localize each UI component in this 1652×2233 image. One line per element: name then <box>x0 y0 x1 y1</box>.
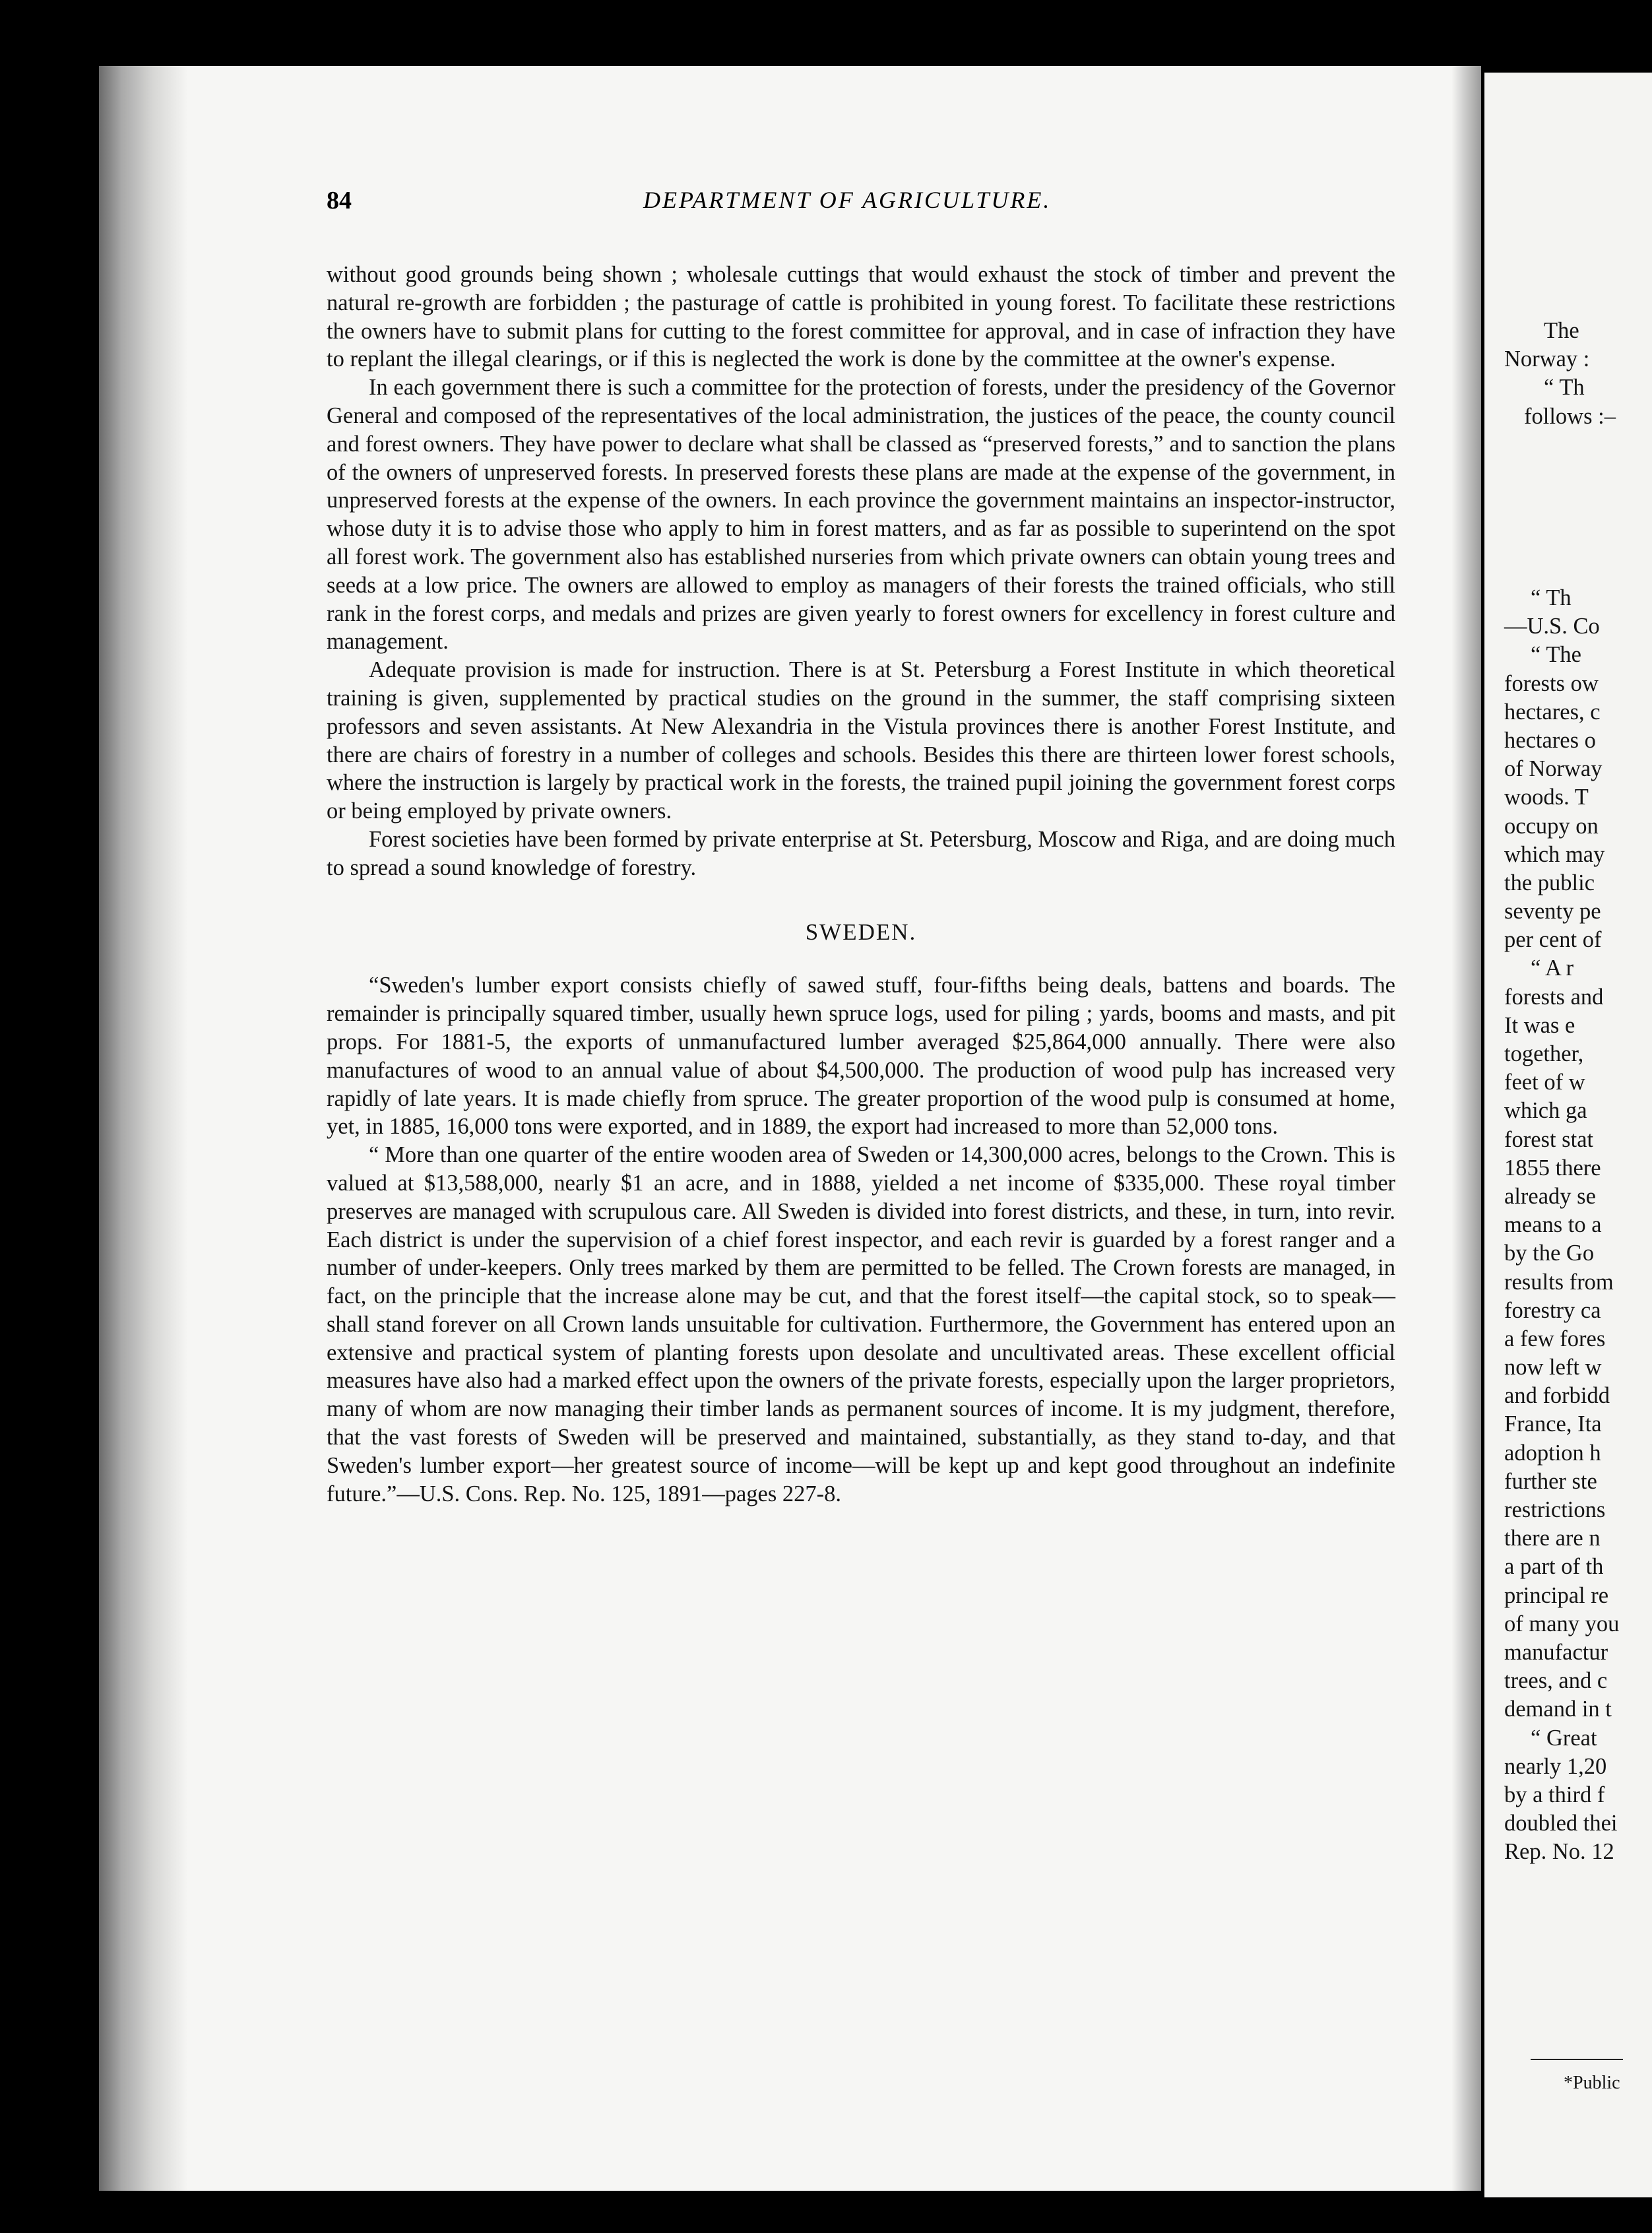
right-fragment-line: there are n <box>1504 1526 1601 1551</box>
running-head: DEPARTMENT OF AGRICULTURE. <box>643 187 1052 213</box>
right-fragment-line: demand in t <box>1504 1697 1612 1722</box>
right-fragment-line: Rep. No. 12 <box>1504 1839 1614 1865</box>
right-fragment-line: a part of th <box>1504 1554 1604 1580</box>
right-fragment-line: hectares, c <box>1504 699 1601 725</box>
right-fragment-line: which may <box>1504 841 1605 867</box>
right-fragment-line: results from <box>1504 1269 1614 1295</box>
right-fragment-line: woods. T <box>1504 785 1589 810</box>
body-text <box>327 261 1395 1508</box>
right-fragment-line: principal re <box>1504 1582 1609 1608</box>
page-edge-shadow <box>1451 66 1481 2191</box>
right-fragment-line: by a third f <box>1504 1782 1605 1807</box>
right-fragment-line: doubled thei <box>1504 1811 1618 1836</box>
right-fragment-line: now left w <box>1504 1355 1602 1380</box>
right-fragment-line: which ga <box>1504 1098 1587 1124</box>
right-fragment-line: Norway : <box>1504 346 1590 372</box>
right-fragment-line: forests ow <box>1504 670 1599 696</box>
gutter-shadow <box>99 66 188 2191</box>
right-fragment-line: feet of w <box>1504 1070 1585 1095</box>
right-fragment-line: “ Great <box>1531 1725 1597 1751</box>
right-fragment-group-2 <box>1504 584 1652 1866</box>
right-fragment-line: “ The <box>1531 642 1581 668</box>
right-fragment-line: manufactur <box>1504 1639 1608 1665</box>
right-fragment-group-1 <box>1504 317 1652 431</box>
right-fragment-line: adoption h <box>1504 1440 1601 1466</box>
right-fragment-line: “ Th <box>1544 375 1585 401</box>
right-fragment-line: of Norway <box>1504 756 1603 782</box>
right-fragment-line: seventy pe <box>1504 899 1601 924</box>
right-fragment-line: already se <box>1504 1183 1596 1209</box>
right-fragment-line: follows :– <box>1524 403 1616 429</box>
right-fragment-line: France, Ita <box>1504 1411 1602 1437</box>
right-fragment-line: It was e <box>1504 1012 1575 1038</box>
paragraph-instruction: Adequate provision is made for instruction. There is at St. Petersburg a Forest Institute in which theoretical training is given, supplemented by practical studies on the ground in the summer, the staff comprising sixteen professors and seven assistants. At New Alexandria in the Vistula provinces there is another Forest Institute, and there are chairs of forestry in a number of colleges and schools. Besides this there are thirteen lower forest schools, where the instruction is largely by practical work in the forests, the trained pupil joining the government forest corps or being employed by private owners. <box>327 657 1395 824</box>
right-fragment-line: nearly 1,20 <box>1504 1753 1607 1779</box>
paragraph-continued: without good grounds being shown ; wholesale cuttings that would exhaust the stock of timber and prevent the natural re-growth are forbidden ; the pasturage of cattle is prohibited in young forest. To facilitate these restrictions the owners have to submit plans for cutting to the forest committee for approval, and in case of infraction they have to replant the illegal clearings, or if this is neglected the work is done by the committee at the owner's expense. <box>327 262 1395 372</box>
paragraph-sweden-crown: “ More than one quarter of the entire wooden area of Sweden or 14,300,000 acres, belongs to the Crown. This is valued at $13,588,000, nearly $1 an acre, and in 1888, yielded a net income of $335,000. These royal timber preserves are managed with scrupulous care. All Sweden is divided into forest districts, and these, in turn, into revir. Each district is under the supervision of a chief forest inspector, and each revir is guarded by a forest ranger and a number of under-keepers. Only trees marked by them are permitted to be felled. The Crown forests are managed, in fact, on the principle that the increase alone may be cut, and that the forest itself—the capital stock, so to speak—shall stand forever on all Crown lands unsuitable for cultivation. Furthermore, the Government has entered upon an extensive and practical system of planting forests upon desolate and uncultivated areas. These excellent official measures have also had a marked effect upon the owners of the private forests, especially upon the larger proprietors, many of whom are now managing their timber lands as permanent sources of income. It is my judgment, therefore, that the vast forests of Sweden will be preserved and maintained, substantially, as they stand to-day, and that Sweden's lumber export—her greatest source of income—will be kept up and kept good throughout an indefinite future.”—U.S. Cons. Rep. No. 125, 1891—pages 227-8. <box>327 1142 1395 1506</box>
page-number: 84 <box>327 187 352 214</box>
right-fragment-line: —U.S. Co <box>1504 614 1600 639</box>
right-fragment-line: forests and <box>1504 984 1604 1010</box>
right-fragment-line: per cent of <box>1504 927 1602 953</box>
right-fragment-line: means to a <box>1504 1212 1602 1238</box>
paragraph-sweden-lumber: “Sweden's lumber export consists chiefly of sawed stuff, four-fifths being deals, battens and boards. The remainder is principally squared timber, usually hewn spruce logs, used for piling ; yards, booms and masts, and pit props. For 1881-5, the exports of unmanufactured lumber averaged $25,864,000 annually. There were also manufactures of wood to an annual value of about $4,500,000. The production of wood pulp has increased very rapidly of late years. It is made chiefly from spruce. The greater proportion of the wood pulp is consumed at home, yet, in 1885, 16,000 tons were exported, and in 1889, the export had increased to more than 52,000 tons. <box>327 973 1395 1140</box>
right-fragment-line: 1855 there <box>1504 1155 1601 1181</box>
right-fragment-line: further ste <box>1504 1468 1597 1494</box>
paragraph-forest-societies: Forest societies have been formed by private enterprise at St. Petersburg, Moscow and Riga, and are doing much to spread a sound knowledge of forestry. <box>327 826 1395 880</box>
right-fragment-line: of many you <box>1504 1611 1620 1636</box>
right-fragment-line: forest stat <box>1504 1126 1594 1152</box>
right-fragment-line: together, <box>1504 1041 1584 1066</box>
right-fragment-line: by the Go <box>1504 1241 1595 1266</box>
section-heading-sweden: SWEDEN. <box>805 919 917 945</box>
right-fragment-line: a few fores <box>1504 1326 1606 1351</box>
right-footnote: *Public <box>1564 2073 1620 2093</box>
right-fragment-line: “ A r <box>1531 955 1574 981</box>
paragraph-committee: In each government there is such a committee for the protection of forests, under the presidency of the Governor General and composed of the representatives of the local administration, the justices of the peace, the county council and forest owners. They have power to declare what shall be classed as “preserved forests,” and to sanction the plans of the owners of unpreserved forests. In preserved forests these plans are made at the expense of the government, in unpreserved forests at the expense of the owners. In each province the government maintains an inspector-instructor, whose duty it is to advise those who apply to him in forest matters, and as far as possible to superintend on the spot all forest work. The government also has established nurseries from which private owners can obtain young trees and seeds at a low price. The owners are allowed to employ as managers of their forests the trained officials, who still rank in the forest corps, and medals and prizes are given yearly to forest owners for excellency in forest culture and management. <box>327 375 1395 655</box>
right-fragment-line: occupy on <box>1504 813 1599 839</box>
right-fragment-line: trees, and c <box>1504 1668 1608 1694</box>
right-fragment-line: restrictions <box>1504 1497 1606 1522</box>
right-fragment-line: forestry ca <box>1504 1297 1601 1323</box>
page-header <box>327 186 1395 226</box>
right-fragment-line: The <box>1544 318 1579 343</box>
right-fragment-line: the public <box>1504 870 1595 895</box>
right-fragment-line: “ Th <box>1531 585 1572 610</box>
right-fragment-line: hectares o <box>1504 727 1596 753</box>
right-fragment-line: and forbidd <box>1504 1383 1610 1409</box>
footnote-rule <box>1531 2059 1623 2060</box>
right-page-fragment <box>1484 73 1652 2197</box>
